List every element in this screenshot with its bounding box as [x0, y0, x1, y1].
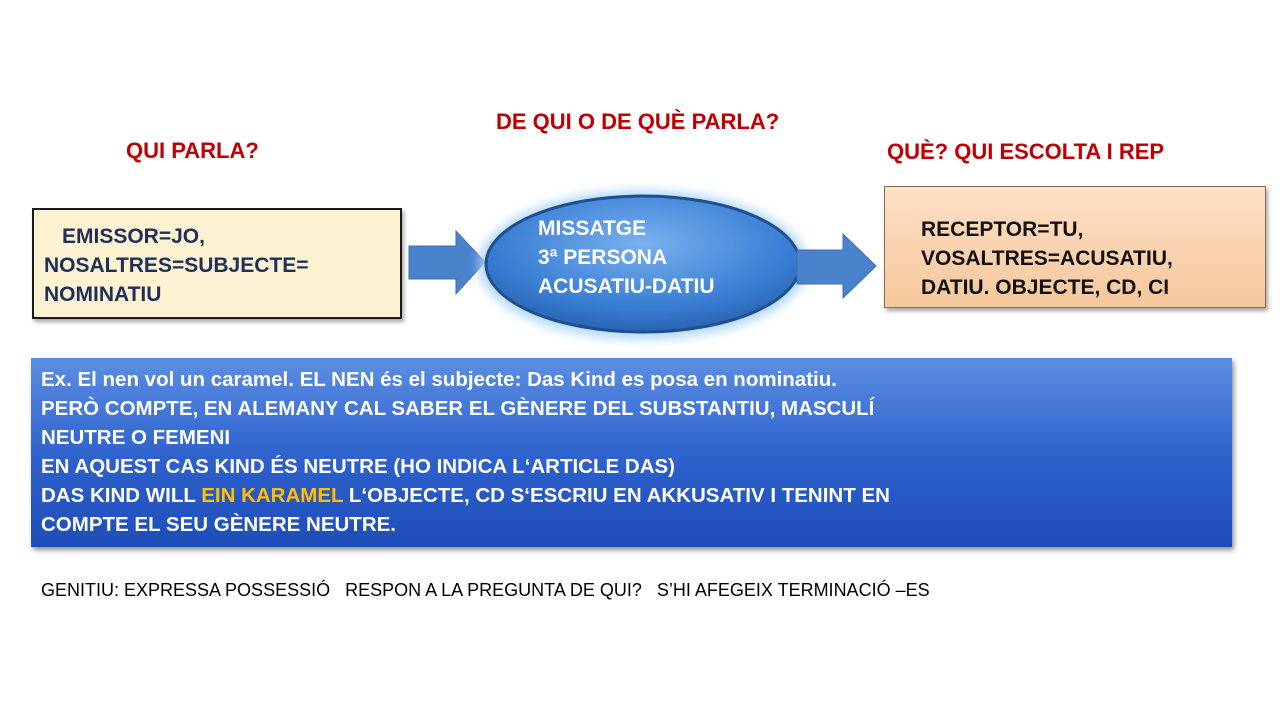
question-who-speaks: QUI PARLA? — [126, 138, 259, 163]
example-line5 — [41, 481, 890, 510]
arrow-message-to-receiver — [797, 234, 876, 298]
question-about-what: DE QUI O DE QUÈ PARLA? — [496, 109, 780, 134]
receiver-line1: RECEPTOR=TU, — [921, 218, 1084, 241]
example-line5-end: L‘OBJECTE, CD S‘ESCRIU EN AKKUSATIV I TENINT EN — [343, 484, 890, 507]
example-line4: EN AQUEST CAS KIND ÉS NEUTRE (HO INDICA L‘ARTICLE DAS) — [41, 455, 675, 478]
example-box — [31, 358, 1232, 547]
genitiu-note: GENITIU: EXPRESSA POSSESSIÓ RESPON A LA PREGUNTA DE QUI? S’HI AFEGEIX TERMINACIÓ –ES — [41, 580, 930, 600]
example-line1: Ex. El nen vol un caramel. EL NEN és el subjecte: Das Kind es posa en nominatiu. — [41, 368, 837, 391]
question-who-receives-line1: QUÈ? QUI ESCOLTA I REP — [887, 139, 1165, 164]
example-line2: PERÒ COMPTE, EN ALEMANY CAL SABER EL GÈNERE DEL SUBSTANTIU, MASCULÍ — [41, 397, 875, 420]
message-text — [538, 214, 715, 301]
example-line5-start: DAS KIND WILL — [41, 484, 202, 507]
message-line3: ACUSATIU-DATIU — [538, 275, 715, 298]
emitter-line3: NOMINATIU — [44, 283, 162, 306]
emitter-line1: EMISSOR=JO, — [62, 225, 205, 248]
emitter-line2: NOSALTRES=SUBJECTE= — [44, 254, 309, 277]
example-line3: NEUTRE O FEMENI — [41, 426, 231, 449]
message-line1: MISSATGE — [538, 217, 647, 240]
receiver-line2: VOSALTRES=ACUSATIU, — [921, 247, 1173, 270]
example-highlight: EIN KARAMEL — [201, 484, 344, 507]
message-line2: 3ª PERSONA — [538, 246, 668, 269]
example-line6: COMPTE EL SEU GÈNERE NEUTRE. — [41, 513, 397, 536]
receiver-line3: DATIU. OBJECTE, CD, CI — [921, 276, 1170, 299]
arrow-emitter-to-message — [409, 231, 485, 294]
receiver-box — [884, 186, 1266, 308]
